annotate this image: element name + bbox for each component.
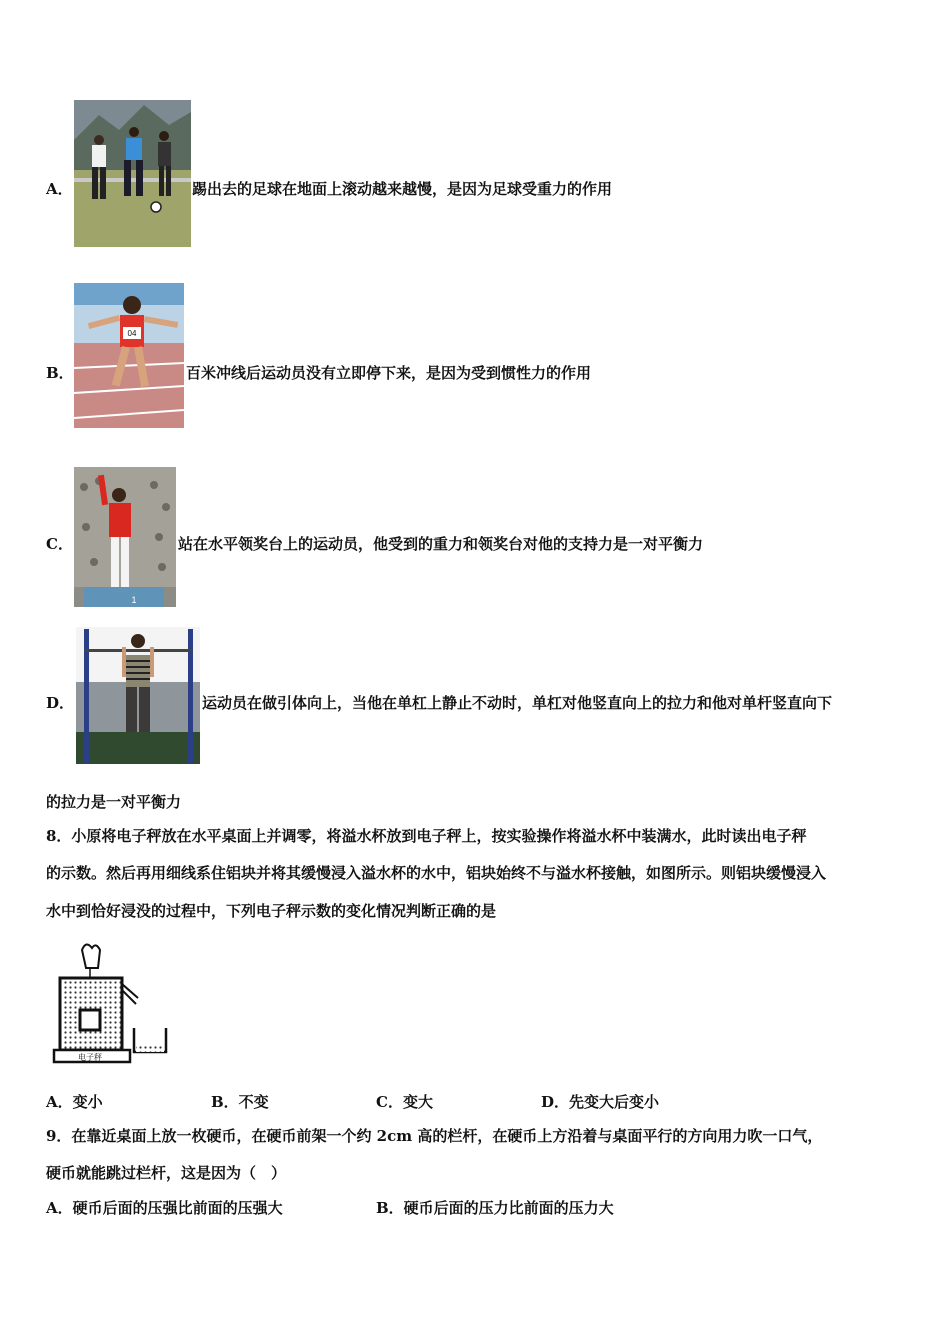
podium-photo <box>74 467 176 607</box>
q8-line-3: 水中到恰好浸没的过程中，下列电子秤示数的变化情况判断正确的是 <box>46 902 497 920</box>
scale-label: 电子秤 <box>78 1053 102 1062</box>
q9-option-b: B．硬币后面的压力比前面的压力大 <box>376 1199 614 1217</box>
option-c-label: C． <box>46 535 73 553</box>
option-a-text: 踢出去的足球在地面上滚动越来越慢，是因为足球受重力的作用 <box>192 180 613 198</box>
sprinter-photo <box>74 283 184 428</box>
q8-option-a: A．变小 <box>46 1093 103 1111</box>
option-a-label: A． <box>46 180 73 198</box>
option-c-text: 站在水平领奖台上的运动员，他受到的重力和领奖台对他的支持力是一对平衡力 <box>178 535 704 553</box>
option-d-label: D． <box>46 694 75 712</box>
q8-option-c: C．变大 <box>376 1093 433 1111</box>
bib-number: 04 <box>127 329 137 338</box>
soccer-photo <box>74 100 191 247</box>
option-b-text: 百米冲线后运动员没有立即停下来，是因为受到惯性力的作用 <box>186 364 592 382</box>
q9-line-1: 9．在靠近桌面上放一枚硬币，在硬币前架一个约 2cm 高的栏杆，在硬币上方沿着与桌面平行的方向用力吹一口气， <box>46 1127 823 1145</box>
option-b-label: B． <box>46 364 74 382</box>
q8-line-2: 的示数。然后再用细线系住铝块并将其缓慢浸入溢水杯的水中，铝块始终不与溢水杯接触，如图所示。则铝块缓慢浸入 <box>46 864 827 882</box>
option-d-continuation: 的拉力是一对平衡力 <box>46 793 182 811</box>
overflow-cup-figure <box>48 940 172 1066</box>
podium-number: 1 <box>131 595 137 605</box>
q9-option-a: A．硬币后面的压强比前面的压强大 <box>46 1199 283 1217</box>
q8-line-1: 8．小原将电子秤放在水平桌面上并调零，将溢水杯放到电子秤上，按实验操作将溢水杯中装满水，此时读出电子秤 <box>46 827 807 845</box>
option-d-text: 运动员在做引体向上，当他在单杠上静止不动时，单杠对他竖直向上的拉力和他对单杆竖直向下 <box>202 694 833 712</box>
pullup-photo <box>76 627 200 764</box>
q9-line-2: 硬币就能跳过栏杆，这是因为（ ） <box>46 1164 287 1182</box>
q8-option-b: B．不变 <box>211 1093 269 1111</box>
q8-option-d: D．先变大后变小 <box>541 1093 660 1111</box>
